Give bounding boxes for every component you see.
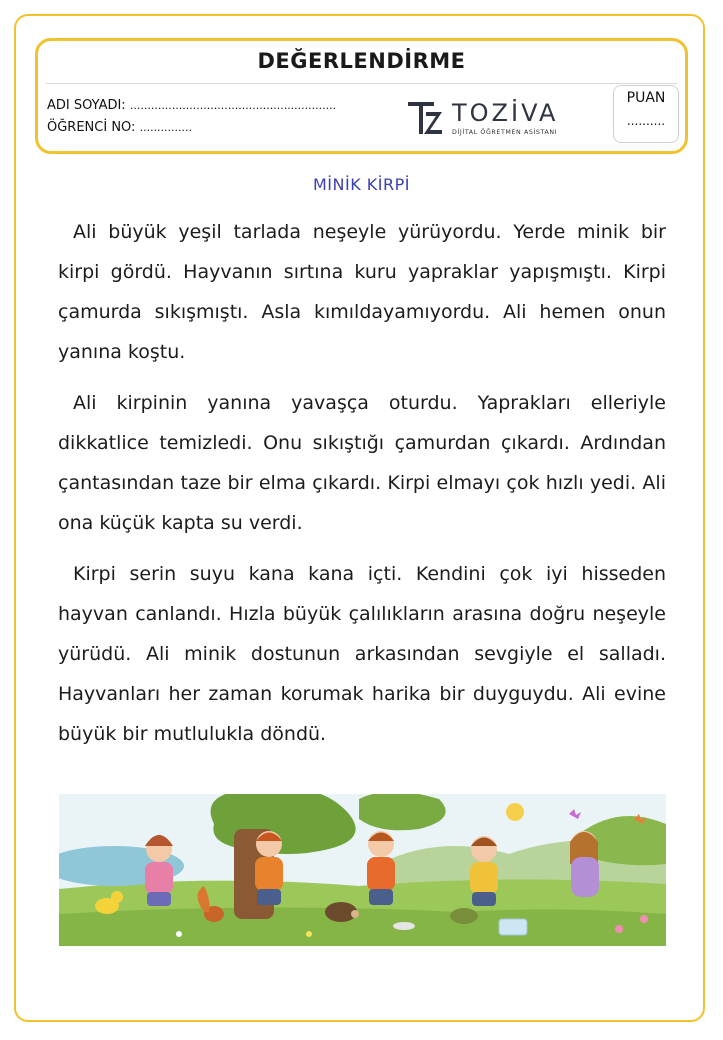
name-blank: ........................................................... — [129, 99, 337, 112]
score-blank: .......... — [626, 114, 666, 128]
name-label: ADI SOYADI: — [47, 98, 126, 113]
logo-name: TOZİVA — [452, 99, 559, 127]
toziva-logo — [406, 98, 566, 142]
student-number-field[interactable] — [47, 120, 192, 135]
page-title: DEĞERLENDİRME — [257, 49, 466, 73]
score-label: PUAN — [626, 90, 666, 106]
number-blank: ............... — [139, 121, 193, 134]
tz-logo-icon — [406, 98, 446, 138]
number-label: ÖĞRENCİ NO: — [47, 120, 136, 135]
score-box[interactable] — [613, 85, 679, 143]
story-text — [58, 212, 666, 765]
student-name-field[interactable] — [47, 98, 336, 113]
story-paragraph: Kirpi serin suyu kana kana içti. Kendini çok iyi hisseden hayvan canlandı. Hızla büyük çalılıkların arasına doğru neşeyle yürüdü. Ali minik dostunun arkasından sevgiyle el salladı. Hayvanları her zaman korumak harika bir duyguydu. Ali evine büyük bir mutlulukla döndü. — [58, 563, 666, 745]
children-garden-illustration — [59, 794, 666, 946]
story-paragraph: Ali kirpinin yanına yavaşça oturdu. Yaprakları elleriyle dikkatlice temizledi. Onu sıkıştığı çamurdan çıkardı. Ardından çantasından taze bir elma çıkardı. Kirpi elmayı çok hızlı yedi. Ali ona küçük kapta su verdi. — [58, 392, 666, 534]
logo-subtitle: DİJİTAL ÖĞRETMEN ASİSTANI — [452, 129, 558, 136]
header-divider — [46, 83, 677, 84]
story-illustration — [59, 794, 666, 946]
story-title: MİNİK KİRPİ — [313, 175, 410, 194]
story-paragraph: Ali büyük yeşil tarlada neşeyle yürüyordu. Yerde minik bir kirpi gördü. Hayvanın sırtına kuru yapraklar yapışmıştı. Kirpi çamurda sıkışmıştı. Asla kımıldayamıyordu. Ali hemen onun yanına koştu. — [58, 221, 666, 363]
header-box — [35, 38, 688, 154]
